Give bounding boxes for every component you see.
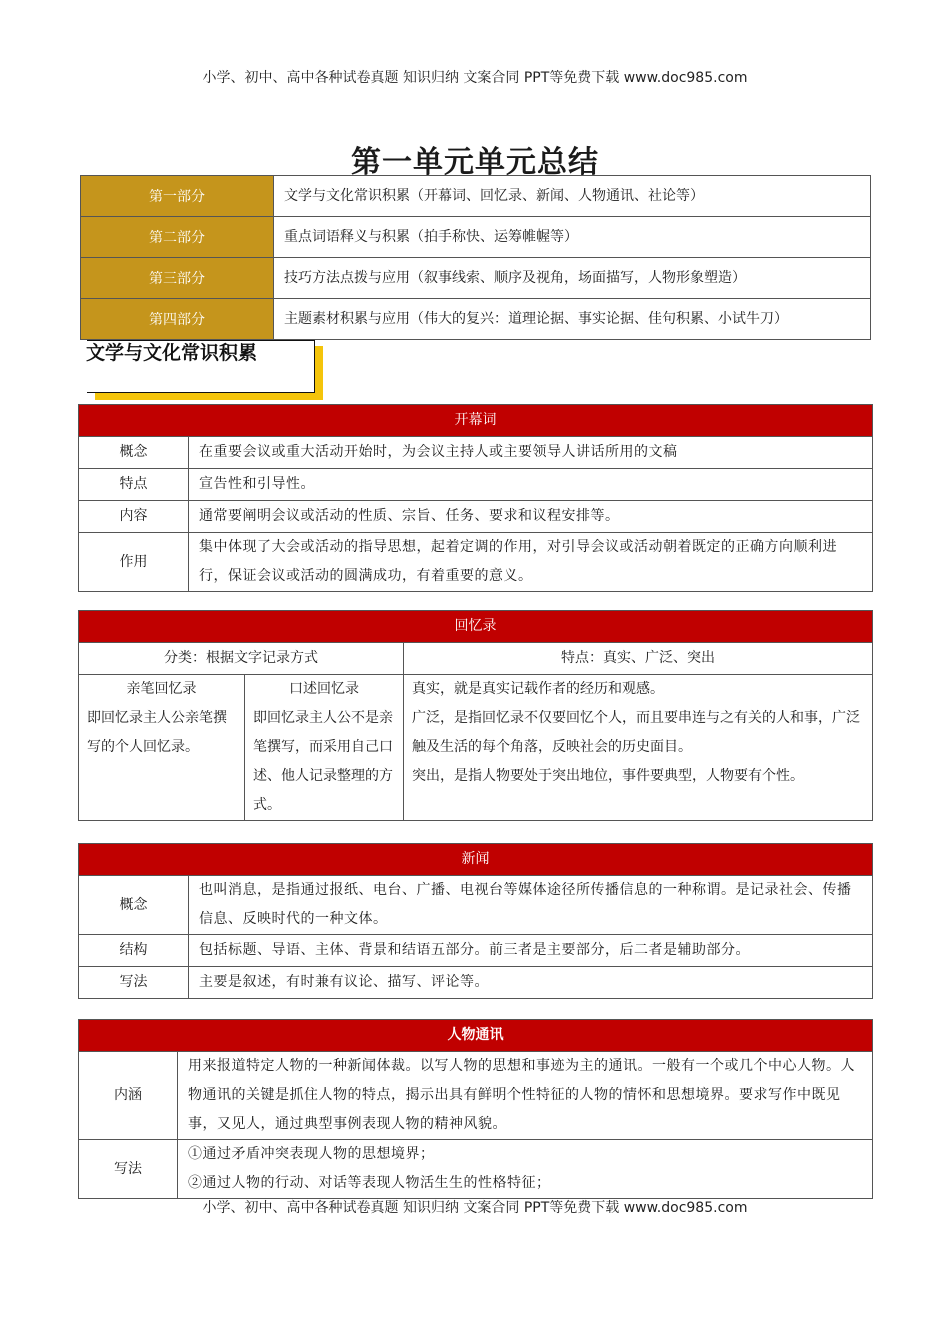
classify-head: 分类：根据文字记录方式 [79, 643, 404, 675]
type2-desc: 即回忆录主人公不是亲笔撰写，而采用自己口述、他人记录整理的方式。 [253, 710, 393, 813]
overview-part-label: 第一部分 [81, 176, 274, 217]
overview-part-label: 第四部分 [81, 299, 274, 340]
xiefa-item: ②通过人物的行动、对话等表现人物活生生的性格特征； [188, 1175, 551, 1191]
row-label: 特点 [79, 469, 189, 501]
table-row [79, 501, 873, 533]
row-label: 内涵 [79, 1052, 178, 1140]
row-text: 集中体现了大会或活动的指导思想，起着定调的作用，对引导会议或活动朝着既定的正确方向顺利进行，保证会议或活动的圆满成功，有着重要的意义。 [189, 533, 873, 592]
type1-name: 亲笔回忆录 [126, 681, 197, 697]
footer-banner: 小学、初中、高中各种试卷真题 知识归纳 文案合同 PPT等免费下载 www.doc985.com [202, 1200, 748, 1216]
overview-part-label: 第二部分 [81, 217, 274, 258]
type2-cell [245, 675, 404, 821]
table-row [79, 876, 873, 935]
row-text: 在重要会议或重大活动开始时，为会议主持人或主要领导人讲话所用的文稿 [189, 437, 873, 469]
feature-1: 真实，就是真实记载作者的经历和观感。 [412, 681, 664, 697]
overview-part-desc: 技巧方法点拨与应用（叙事线索、顺序及视角，场面描写，人物形象塑造） [274, 258, 871, 299]
row-text: 用来报道特定人物的一种新闻体裁。以写人物的思想和事迹为主的通讯。一般有一个或几个中心人物。人物通讯的关键是抓住人物的特点，揭示出具有鲜明个性特征的人物的情怀和思想境界。要求写作中既见事，又见人，通过典型事例表现人物的精神风貌。 [178, 1052, 873, 1140]
section-tag: 文学与文化常识积累 [86, 342, 258, 364]
feature-2: 广泛，是指回忆录不仅要回忆个人，而且要串连与之有关的人和事，广泛触及生活的每个角落，反映社会的历史面目。 [412, 710, 860, 755]
overview-part-desc: 主题素材积累与应用（伟大的复兴：道理论据、事实论据、佳句积累、小试牛刀） [274, 299, 871, 340]
renwu-heading: 人物通讯 [79, 1020, 873, 1052]
kaimuci-table [78, 404, 873, 592]
table-row [79, 533, 873, 592]
table-row [79, 437, 873, 469]
overview-row [81, 217, 871, 258]
type1-cell [79, 675, 245, 821]
table-row [79, 1140, 873, 1199]
huiyilu-heading: 回忆录 [79, 611, 873, 643]
row-text: 也叫消息，是指通过报纸、电台、广播、电视台等媒体途径所传播信息的一种称谓。是记录社会、传播信息、反映时代的一种文体。 [189, 876, 873, 935]
table-row [79, 469, 873, 501]
row-label: 作用 [79, 533, 189, 592]
table-row [79, 1052, 873, 1140]
table-row [79, 675, 873, 821]
type1-desc: 即回忆录主人公亲笔撰写的个人回忆录。 [87, 710, 227, 755]
row-text-group [178, 1140, 873, 1199]
row-label: 内容 [79, 501, 189, 533]
feature-head: 特点：真实、广泛、突出 [404, 643, 873, 675]
row-text: 包括标题、导语、主体、背景和结语五部分。前三者是主要部分，后二者是辅助部分。 [189, 935, 873, 967]
overview-row [81, 299, 871, 340]
row-label: 结构 [79, 935, 189, 967]
xinwen-heading: 新闻 [79, 844, 873, 876]
huiyilu-table [78, 610, 873, 821]
row-label: 概念 [79, 876, 189, 935]
renwu-table [78, 1019, 873, 1199]
overview-row [81, 176, 871, 217]
overview-part-desc: 文学与文化常识积累（开幕词、回忆录、新闻、人物通讯、社论等） [274, 176, 871, 217]
overview-row [81, 258, 871, 299]
overview-table [80, 175, 871, 340]
overview-part-desc: 重点词语释义与积累（拍手称快、运筹帷幄等） [274, 217, 871, 258]
table-row [79, 935, 873, 967]
row-text: 主要是叙述，有时兼有议论、描写、评论等。 [189, 967, 873, 999]
row-text: 通常要阐明会议或活动的性质、宗旨、任务、要求和议程安排等。 [189, 501, 873, 533]
feature-cell [404, 675, 873, 821]
row-label: 写法 [79, 967, 189, 999]
kaimuci-heading: 开幕词 [79, 405, 873, 437]
table-row [79, 643, 873, 675]
header-banner: 小学、初中、高中各种试卷真题 知识归纳 文案合同 PPT等免费下载 www.doc985.com [202, 70, 748, 86]
row-label: 写法 [79, 1140, 178, 1199]
row-label: 概念 [79, 437, 189, 469]
row-text: 宣告性和引导性。 [189, 469, 873, 501]
xiefa-item: ①通过矛盾冲突表现人物的思想境界； [188, 1146, 435, 1162]
type2-name: 口述回忆录 [289, 681, 359, 697]
feature-3: 突出，是指人物要处于突出地位，事件要典型，人物要有个性。 [412, 768, 804, 784]
page-title: 第一单元单元总结 [351, 145, 599, 180]
overview-part-label: 第三部分 [81, 258, 274, 299]
xinwen-table [78, 843, 873, 999]
table-row [79, 967, 873, 999]
